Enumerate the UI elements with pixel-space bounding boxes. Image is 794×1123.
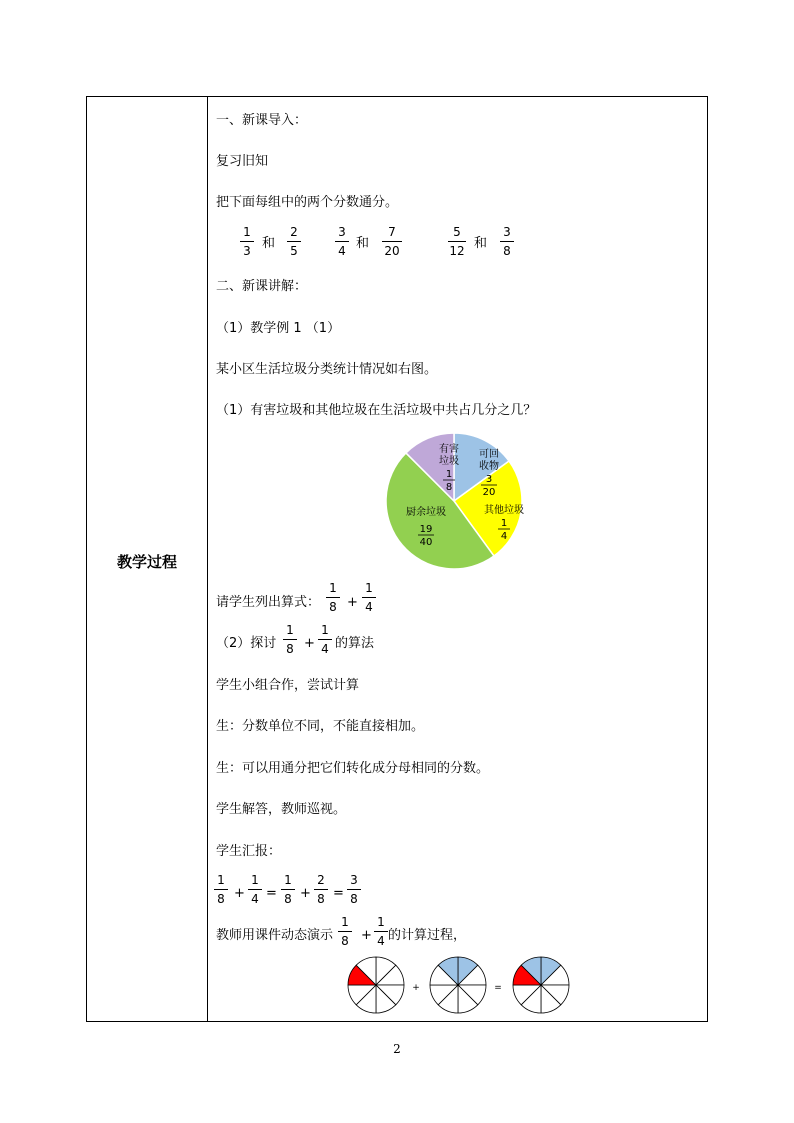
and-word: 和 (356, 236, 370, 251)
student-line-2: 生：可以用通分把它们转化成分母相同的分数。 (216, 761, 490, 776)
fraction: 1 8 (336, 915, 354, 948)
plus-sign: + (300, 886, 311, 901)
pie-label-text: 厨余垃圾 (406, 507, 446, 518)
pie-label-text: 有害 (439, 444, 459, 455)
equals-sign: = (494, 983, 502, 993)
fraction: 1 4 (372, 915, 390, 948)
fraction: 1 4 (246, 873, 264, 906)
review-line: 复习旧知 (216, 154, 269, 169)
new-lesson-heading: 二、新课讲解： (216, 279, 308, 294)
context-line: 某小区生活垃圾分类统计情况如右图。 (216, 362, 438, 377)
group-work-line: 学生小组合作，尝试计算 (216, 678, 360, 693)
left-column (87, 97, 208, 1021)
example-line: （1）教学例 1 （1） (216, 321, 341, 336)
fraction: 5 12 (449, 225, 465, 258)
pie-label-text: 收物 (479, 461, 499, 472)
equals-sign: = (333, 886, 344, 901)
ask-formula-line: 请学生列出算式： (216, 595, 321, 610)
pie-fraction-num: 19 (419, 524, 433, 535)
pie-label-text: 其他垃圾 (484, 505, 524, 516)
fraction: 1 8 (324, 581, 342, 614)
page-number: 2 (393, 1042, 401, 1056)
report-line: 学生汇报： (216, 844, 282, 859)
section-label: 教学过程 (116, 553, 177, 571)
pie-fraction-num: 1 (445, 469, 453, 480)
circle-three-eighths (513, 957, 569, 1013)
pie-fraction-den: 40 (419, 537, 433, 548)
pie-fraction-den: 8 (445, 482, 453, 493)
fraction: 3 8 (345, 873, 363, 906)
equals-sign: = (266, 886, 277, 901)
demo-prefix: 教师用课件动态演示 (216, 928, 334, 943)
plus-sign: + (234, 886, 245, 901)
plus-sign: + (304, 636, 315, 651)
circle-one-eighth (348, 957, 404, 1013)
question-line: （1）有害垃圾和其他垃圾在生活垃圾中共占几分之几？ (216, 403, 537, 418)
fraction: 3 4 (333, 225, 351, 258)
pie-label-text: 可回 (479, 449, 499, 460)
pie-fraction-den: 4 (500, 531, 508, 542)
student-line-1: 生：分数单位不同，不能直接相加。 (216, 719, 425, 734)
pie-label-text: 垃圾 (439, 456, 459, 467)
explore-prefix: （2）探讨 (216, 636, 277, 651)
plus-sign: + (347, 595, 358, 610)
fraction: 2 8 (312, 873, 330, 906)
lesson-table (86, 96, 708, 1022)
plus-sign: + (412, 983, 420, 993)
plus-sign: + (361, 928, 372, 943)
and-word: 和 (474, 236, 488, 251)
circle-one-fourth (430, 957, 486, 1013)
fraction: 3 8 (498, 225, 516, 258)
explore-suffix: 的算法 (335, 636, 375, 651)
demo-suffix: 的计算过程， (388, 928, 467, 943)
fraction: 7 20 (380, 225, 404, 258)
fraction-circles-demo (347, 955, 572, 1019)
pie-chart (386, 431, 536, 581)
fraction: 1 8 (212, 873, 230, 906)
fraction: 2 5 (285, 225, 303, 258)
pie-fraction-den: 20 (482, 487, 496, 498)
fraction: 1 4 (316, 623, 334, 656)
fraction: 1 8 (281, 623, 299, 656)
fraction: 1 4 (360, 581, 378, 614)
answer-line: 学生解答，教师巡视。 (216, 802, 347, 817)
pie-fraction-num: 3 (485, 474, 493, 485)
content-column (208, 97, 707, 1021)
and-word: 和 (262, 236, 276, 251)
pie-fraction-num: 1 (500, 518, 508, 529)
fraction: 1 3 (238, 225, 256, 258)
fraction: 1 8 (279, 873, 297, 906)
task-line: 把下面每组中的两个分数通分。 (216, 195, 399, 210)
intro-heading: 一、新课导入： (216, 113, 308, 128)
